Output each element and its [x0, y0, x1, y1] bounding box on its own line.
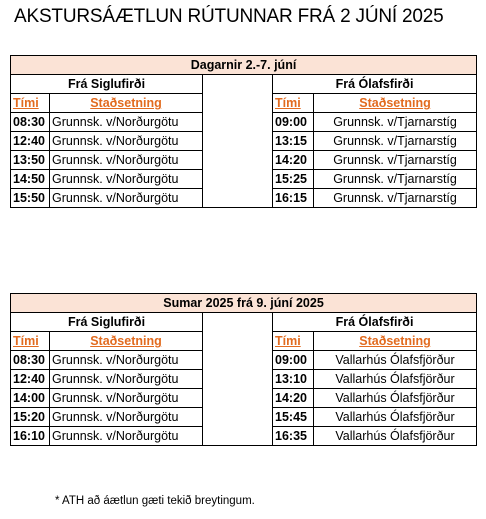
departure-time: 16:10 [11, 427, 50, 446]
place-column-header: Staðsetning [50, 332, 203, 351]
footnote: * ATH að áætlun gæti tekið breytingum. [55, 495, 255, 507]
left-direction-header: Frá Siglufirði [11, 313, 203, 332]
departure-place: Grunnsk. v/Norðurgötu [50, 151, 203, 170]
page-title: AKSTURSÁÆTLUN RÚTUNNAR FRÁ 2 JÚNÍ 2025 [14, 6, 444, 27]
departure-time: 14:50 [11, 170, 50, 189]
place-column-header: Staðsetning [314, 94, 477, 113]
departure-place: Vallarhús Ólafsfjörður [314, 370, 477, 389]
departure-place: Grunnsk. v/Tjarnarstíg [314, 113, 477, 132]
departure-time: 12:40 [11, 132, 50, 151]
schedule-table-summer-2025 [10, 293, 477, 446]
departure-time: 16:15 [273, 189, 314, 208]
departure-time: 15:20 [11, 408, 50, 427]
place-column-header: Staðsetning [50, 94, 203, 113]
departure-place: Grunnsk. v/Tjarnarstíg [314, 189, 477, 208]
departure-time: 08:30 [11, 351, 50, 370]
departure-place: Grunnsk. v/Tjarnarstíg [314, 151, 477, 170]
left-direction-header: Frá Siglufirði [11, 75, 203, 94]
departure-time: 13:50 [11, 151, 50, 170]
time-column-header: Tími [273, 332, 314, 351]
departure-place: Grunnsk. v/Norðurgötu [50, 170, 203, 189]
departure-place: Grunnsk. v/Norðurgötu [50, 189, 203, 208]
departure-place: Grunnsk. v/Norðurgötu [50, 408, 203, 427]
time-column-header: Tími [273, 94, 314, 113]
departure-place: Grunnsk. v/Tjarnarstíg [314, 170, 477, 189]
departure-place: Vallarhús Ólafsfjörður [314, 427, 477, 446]
departure-time: 15:25 [273, 170, 314, 189]
departure-time: 12:40 [11, 370, 50, 389]
departure-time: 13:10 [273, 370, 314, 389]
departure-place: Grunnsk. v/Norðurgötu [50, 351, 203, 370]
departure-place: Vallarhús Ólafsfjörður [314, 389, 477, 408]
time-column-header: Tími [11, 332, 50, 351]
departure-place: Grunnsk. v/Norðurgötu [50, 113, 203, 132]
departure-place: Vallarhús Ólafsfjörður [314, 408, 477, 427]
departure-time: 15:50 [11, 189, 50, 208]
schedule-table-june-2-7 [10, 55, 477, 208]
departure-time: 09:00 [273, 113, 314, 132]
departure-place: Grunnsk. v/Norðurgötu [50, 132, 203, 151]
column-gap [203, 75, 273, 208]
departure-time: 15:45 [273, 408, 314, 427]
departure-time: 14:20 [273, 389, 314, 408]
departure-time: 09:00 [273, 351, 314, 370]
departure-time: 14:20 [273, 151, 314, 170]
place-column-header: Staðsetning [314, 332, 477, 351]
departure-place: Grunnsk. v/Norðurgötu [50, 389, 203, 408]
departure-time: 08:30 [11, 113, 50, 132]
column-gap [203, 313, 273, 446]
departure-time: 14:00 [11, 389, 50, 408]
departure-place: Grunnsk. v/Tjarnarstíg [314, 132, 477, 151]
departure-place: Vallarhús Ólafsfjörður [314, 351, 477, 370]
departure-time: 13:15 [273, 132, 314, 151]
right-direction-header: Frá Ólafsfirði [273, 313, 477, 332]
time-column-header: Tími [11, 94, 50, 113]
section-title: Sumar 2025 frá 9. júní 2025 [11, 294, 477, 313]
section-title: Dagarnir 2.-7. júní [11, 56, 477, 75]
departure-place: Grunnsk. v/Norðurgötu [50, 427, 203, 446]
right-direction-header: Frá Ólafsfirði [273, 75, 477, 94]
departure-place: Grunnsk. v/Norðurgötu [50, 370, 203, 389]
departure-time: 16:35 [273, 427, 314, 446]
